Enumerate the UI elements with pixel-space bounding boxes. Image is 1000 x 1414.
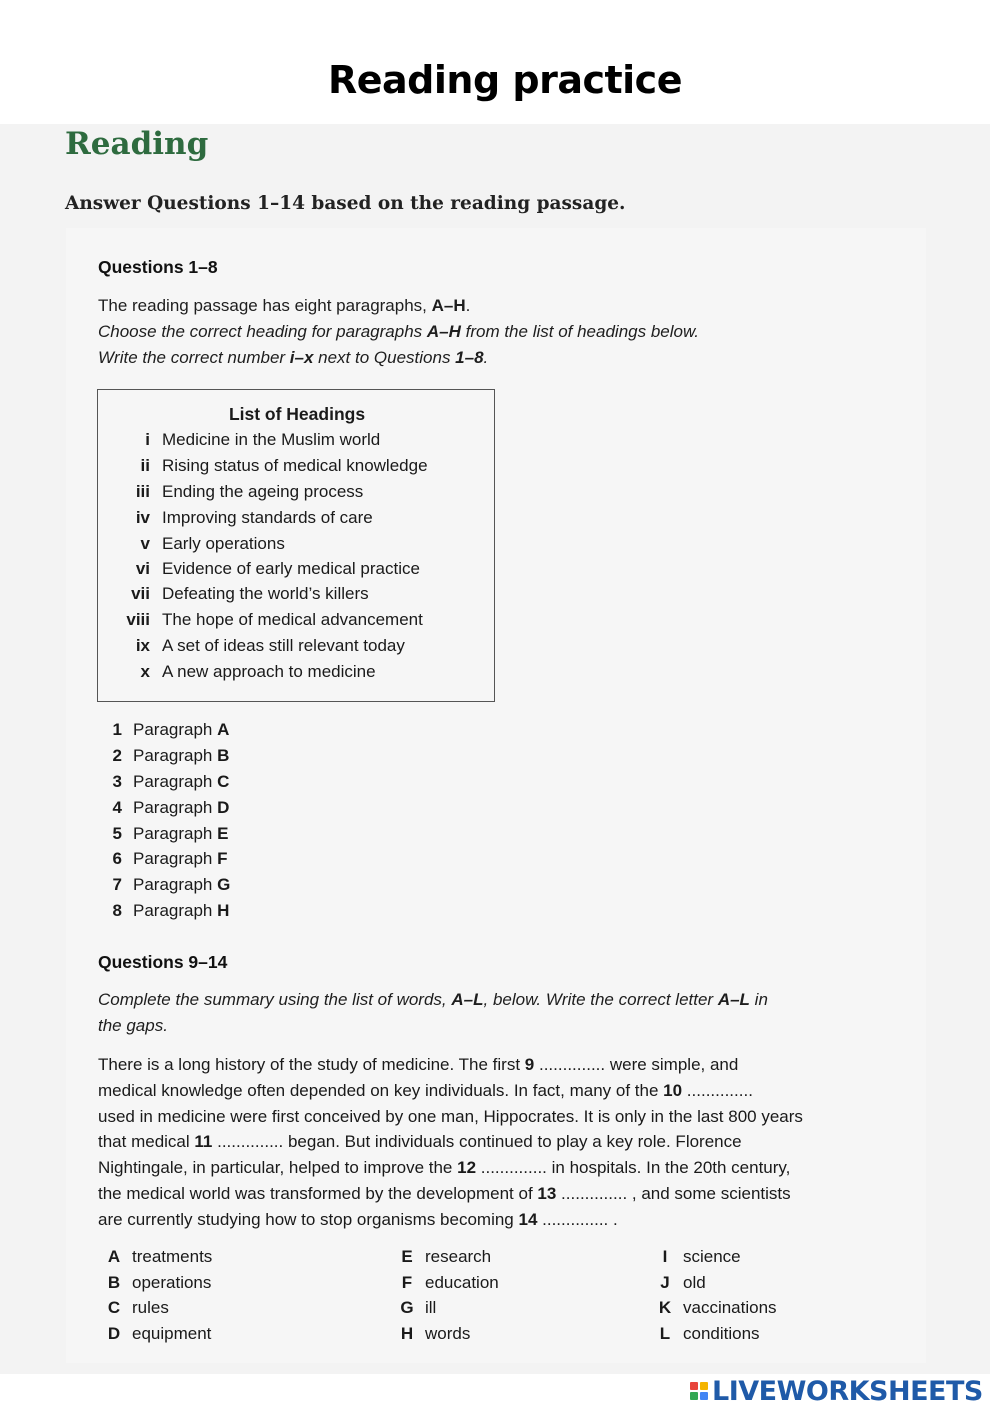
word-option: A treatments [107,1247,213,1266]
word-option: K vaccinations [658,1298,777,1317]
q2-instruction-2: the gaps. [98,1016,168,1035]
questions-1-8-heading: Questions 1–8 [98,257,218,277]
logo-text: LIVEWORKSHEETS [712,1375,983,1407]
word-option: J old [660,1273,706,1292]
summary-line: There is a long history of the study of medicine. The first 9 .............. were simple, and [98,1055,739,1074]
word-option: B operations [107,1273,212,1292]
logo-grid-icon [690,1382,708,1400]
summary-line: used in medicine were first conceived by one man, Hippocrates. It is only in the last 800 years [98,1107,803,1126]
gap-14[interactable]: .............. [542,1210,609,1229]
instruction: Answer Questions 1–14 based on the reading passage. [65,193,626,214]
q1-instruction-2: Choose the correct heading for paragraphs A–H from the list of headings below. [98,322,700,341]
page-title: Reading practice [328,58,682,102]
headings-list-box: List of Headings i Medicine in the Muslim world ii Rising status of medical knowledge iii Ending the ageing process iv Improving standards of care v Early operations vi Evidence of early medical practice vii Defeating the world’s killers viii The hope of medical advancement ix A set of ideas still relevant today x A new approach to medicine [97,389,495,702]
logo-tile [690,1382,698,1390]
word-option: D equipment [107,1324,212,1343]
word-option: C rules [107,1298,169,1317]
summary-line: the medical world was transformed by the development of 13 .............. , and some scientists [98,1184,791,1203]
paragraph-question[interactable]: 2 Paragraph B [112,746,230,765]
logo-tile [700,1382,708,1390]
summary-line: are currently studying how to stop organisms becoming 14 .............. . [98,1210,618,1229]
paragraph-question[interactable]: 5 Paragraph E [112,824,229,843]
word-option: F education [401,1273,499,1292]
word-option: E research [401,1247,492,1266]
liveworksheets-logo[interactable] [690,1376,983,1406]
gap-13[interactable]: .............. [561,1184,628,1203]
paragraph-question[interactable]: 6 Paragraph F [112,849,228,868]
word-option: H words [400,1324,471,1343]
logo-tile [690,1392,698,1400]
summary-line: that medical 11 .............. began. But individuals continued to play a key role. Florence [98,1132,742,1151]
word-option: L conditions [659,1324,760,1343]
headings-list-title: List of Headings [228,404,366,424]
section-heading: Reading [65,126,209,162]
gap-12[interactable]: .............. [480,1158,547,1177]
gap-9[interactable]: .............. [538,1055,606,1074]
paragraph-question[interactable]: 4 Paragraph D [112,798,230,817]
summary-line: Nightingale, in particular, helped to improve the 12 .............. in hospitals. In the 20th century, [98,1158,791,1177]
q1-instruction-3: Write the correct number i–x next to Questions 1–8. [98,348,489,367]
word-option: I science [662,1247,741,1266]
gap-11[interactable]: .............. [217,1132,284,1151]
paragraph-question[interactable]: 8 Paragraph H [112,901,230,920]
q1-instruction-1: The reading passage has eight paragraphs, A–H. [98,296,471,315]
paragraph-question[interactable]: 3 Paragraph C [112,772,230,791]
logo-tile [700,1392,708,1400]
paragraph-question[interactable]: 7 Paragraph G [112,875,231,894]
gap-10[interactable]: .............. [686,1081,753,1100]
summary-line: medical knowledge often depended on key individuals. In fact, many of the 10 .............. [98,1081,753,1100]
word-option: G ill [400,1298,437,1317]
paragraph-question[interactable]: 1 Paragraph A [112,720,230,739]
questions-9-14-heading: Questions 9–14 [98,952,228,972]
q2-instruction-1: Complete the summary using the list of words, A–L, below. Write the correct letter A–L in [98,990,768,1009]
